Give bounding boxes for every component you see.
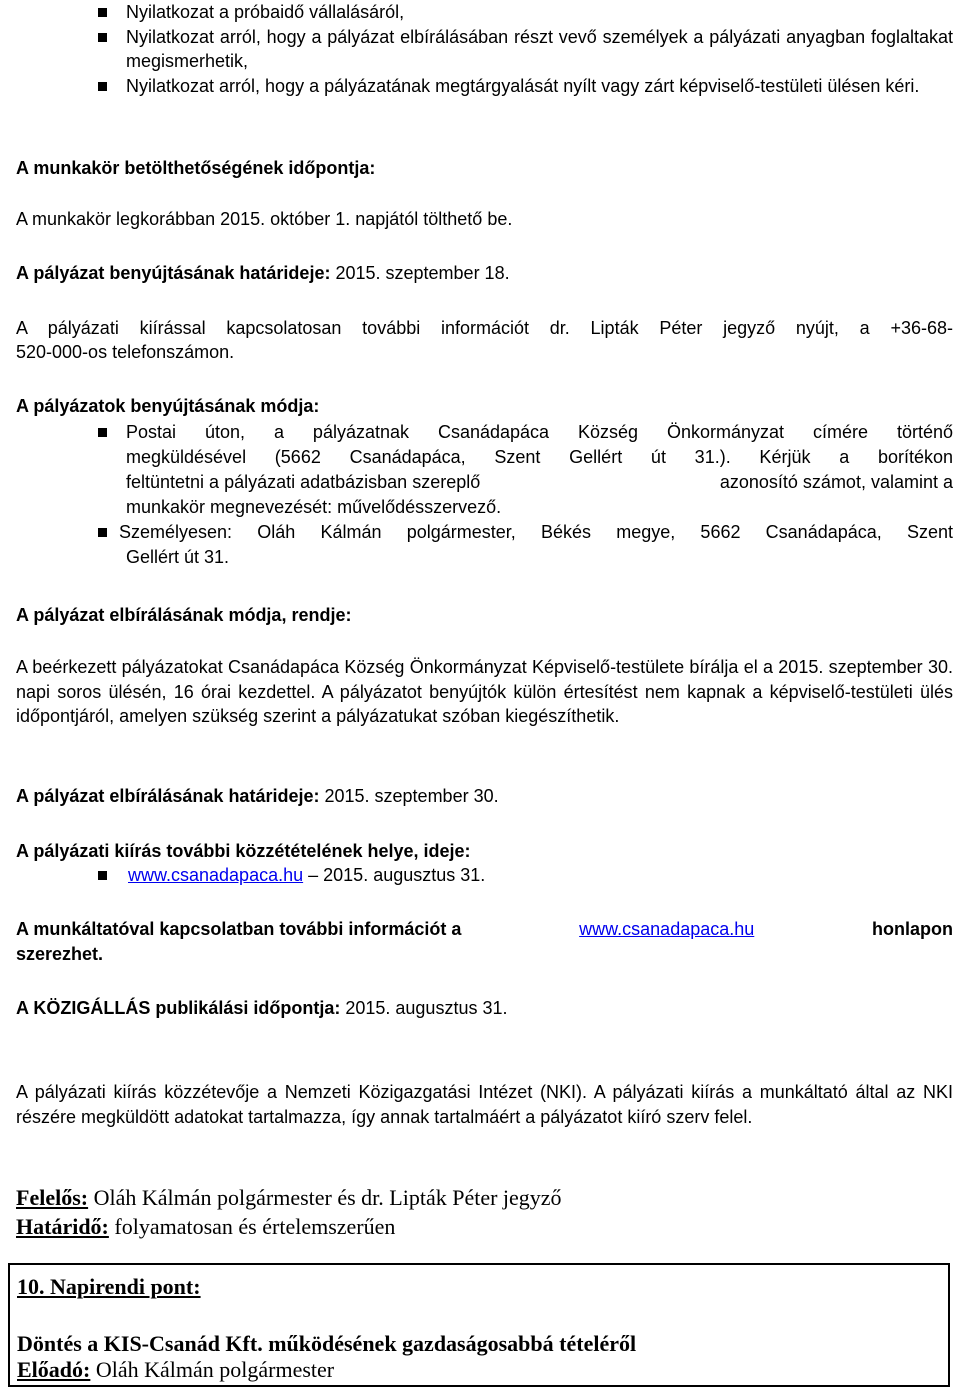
evaluation-heading: A pályázat elbírálásának módja, rendje:: [16, 605, 352, 625]
postal-line-3b: azonosító számot, valamint a: [719, 472, 953, 492]
employer-info-link[interactable]: www.csanadapaca.hu: [579, 919, 755, 939]
deadline-final-label: Határidő:: [16, 1214, 109, 1239]
personal-line-1: Személyesen: Oláh Kálmán polgármester, Békés megye, 5662 Csanádapáca, Szent: [119, 522, 953, 542]
top-bullet-list: [16, 0, 953, 98]
employer-info-line-2: szerezhet.: [16, 944, 104, 964]
nki-paragraph: A pályázati kiírás közzétevője a Nemzeti Közigazgatási Intézet (NKI). A pályázati kiírás a munkáltató által az NKI részére megküldött adatokat tartalmazza, így annak tartalmáért a pályázatot kiíró szerv felel.: [16, 1082, 953, 1127]
postal-line-1: Postai úton, a pályázatnak Csanádapáca Község Önkormányzat címére történő: [126, 422, 953, 442]
submission-method-heading: A pályázatok benyújtásának módja:: [16, 396, 320, 416]
list-item: Nyilatkozat arról, hogy a pályázatának megtárgyalását nyílt vagy zárt képviselő-testületi ülésen kéri.: [16, 74, 953, 99]
publication-heading: A pályázati kiírás további közzétételének helye, ideje:: [16, 841, 471, 861]
square-bullet-icon: [98, 33, 107, 42]
square-bullet-icon: [98, 871, 107, 880]
square-bullet-icon: [98, 82, 107, 91]
square-bullet-icon: [98, 8, 107, 17]
responsible-label: Felelős:: [16, 1185, 89, 1210]
personal-line-2: Gellért út 31.: [126, 547, 230, 567]
agenda-title: 10. Napirendi pont:: [17, 1274, 201, 1299]
responsible-value: Oláh Kálmán polgármester és dr. Lipták Péter jegyző: [93, 1185, 562, 1210]
start-date-heading: A munkakör betölthetőségének időpontja:: [16, 158, 376, 178]
list-item: Nyilatkozat arról, hogy a pályázat elbírálásában részt vevő személyek a pályázati anyagban foglaltakat megismerhetik,: [16, 25, 953, 74]
square-bullet-icon: [98, 428, 107, 437]
deadline-final-value: folyamatosan és értelemszerűen: [114, 1214, 396, 1239]
postal-line-2: megküldésével (5662 Csanádapáca, Szent Gellért út 31.). Kérjük a borítékon: [126, 447, 953, 467]
evaluation-deadline: [16, 784, 953, 809]
publication-date: – 2015. augusztus 31.: [308, 865, 486, 885]
start-date-text: A munkakör legkorábban 2015. október 1. napjától tölthető be.: [16, 209, 513, 229]
agenda-presenter-value: Oláh Kálmán polgármester: [95, 1357, 335, 1382]
submission-deadline: [16, 261, 953, 286]
postal-line-4: munkakör megnevezését: művelődésszervező.: [126, 497, 502, 517]
employer-info-prefix: A munkáltatóval kapcsolatban további információt a: [16, 919, 462, 939]
agenda-decision: Döntés a KIS-Csanád Kft. működésének gazdaságosabbá tételéről: [17, 1331, 637, 1356]
evaluation-paragraph: A beérkezett pályázatokat Csanádapáca Község Önkormányzat Képviselő-testülete bírálja el a 2015. szeptember 30. napi soros ülésén, 16 órai kezdettel. A pályázatot benyújtók külön értesítést nem kapnak a képviselő-testületi ülés időpontjáról, amelyen szükség szerint a pályázatukat szóban kiegészíthetik.: [16, 657, 953, 726]
postal-line-3a: feltüntetni a pályázati adatbázisban szereplő: [126, 472, 481, 492]
info-line-1: A pályázati kiírással kapcsolatosan további információt dr. Lipták Péter jegyző nyújt, a +36-68-: [16, 318, 953, 338]
kozigallas-value: 2015. augusztus 31.: [345, 998, 508, 1018]
postal-line-3: [126, 470, 953, 495]
evaluation-deadline-value: 2015. szeptember 30.: [324, 786, 499, 806]
agenda-box: [8, 1263, 950, 1387]
evaluation-deadline-label: A pályázat elbírálásának határideje:: [16, 786, 320, 806]
responsible-line: [16, 1183, 953, 1212]
submission-deadline-value: 2015. szeptember 18.: [335, 263, 510, 283]
agenda-presenter: [17, 1357, 334, 1383]
employer-info-suffix: honlapon: [872, 919, 953, 939]
square-bullet-icon: [98, 528, 107, 537]
submission-deadline-label: A pályázat benyújtásának határideje:: [16, 263, 331, 283]
kozigallas-publication: [16, 996, 953, 1021]
publication-link[interactable]: www.csanadapaca.hu: [128, 865, 304, 885]
agenda-presenter-label: Előadó:: [17, 1357, 91, 1382]
info-line-2: 520-000-os telefonszámon.: [16, 342, 235, 362]
kozigallas-label: A KÖZIGÁLLÁS publikálási időpontja:: [16, 998, 341, 1018]
deadline-final-line: [16, 1212, 953, 1241]
employer-info-line-1: [16, 917, 953, 942]
list-item: Nyilatkozat a próbaidő vállalásáról,: [16, 0, 953, 25]
